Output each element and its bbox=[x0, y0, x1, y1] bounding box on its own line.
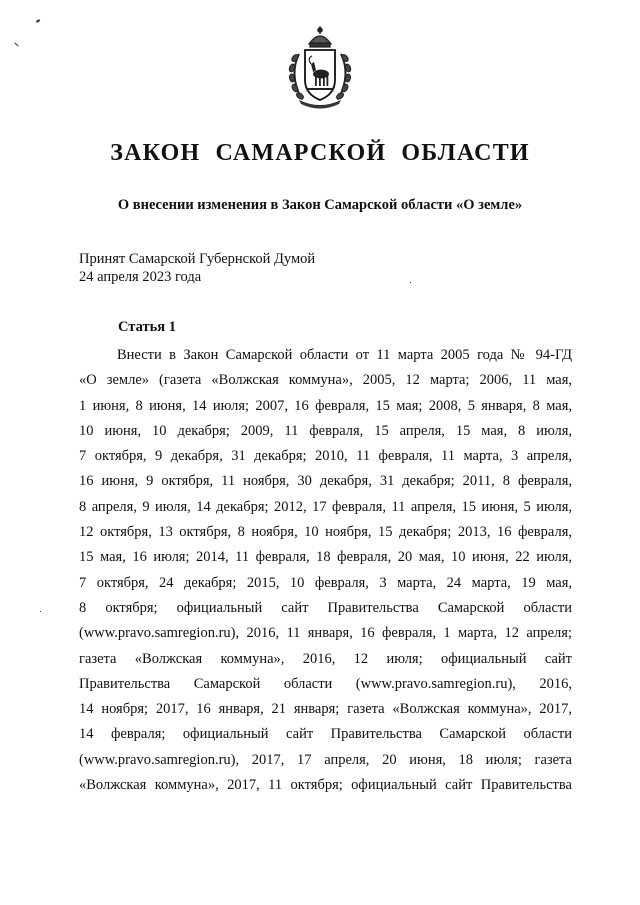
article-line: «Волжская коммуна», 2017, 11 октября; официальный сайт Правительства bbox=[79, 777, 572, 794]
document-title: ЗАКОН САМАРСКОЙ ОБЛАСТИ bbox=[110, 140, 530, 166]
article-line: 14 февраля; официальный сайт Правительства Самарской области bbox=[79, 726, 572, 743]
article-line: Внести в Закон Самарской области от 11 марта 2005 года № 94-ГД bbox=[117, 347, 572, 363]
article-line: 8 октября; официальный сайт Правительства Самарской области bbox=[79, 599, 572, 616]
scan-mark bbox=[410, 282, 411, 283]
adoption-line: Принят Самарской Губернской Думой bbox=[79, 251, 316, 267]
article-line: Правительства Самарской области (www.pravo.samregion.ru), 2016, bbox=[79, 675, 572, 692]
scan-mark bbox=[40, 611, 41, 612]
article-line: 15 мая, 16 июля; 2014, 11 февраля, 18 февраля, 20 мая, 10 июня, 22 июля, bbox=[79, 549, 572, 566]
coat-of-arms-emblem bbox=[285, 24, 355, 110]
adoption-block bbox=[79, 250, 315, 286]
scan-mark bbox=[36, 19, 40, 23]
article-line: 10 июня, 10 декабря; 2009, 11 февраля, 15 апреля, 15 мая, 8 июля, bbox=[79, 422, 572, 439]
scan-mark bbox=[14, 43, 18, 47]
article-heading: Статья 1 bbox=[118, 319, 176, 335]
article-line: (www.pravo.samregion.ru), 2017, 17 апреля, 20 июня, 18 июля; газета bbox=[79, 751, 572, 768]
adoption-date: 24 апреля 2023 года bbox=[79, 269, 202, 285]
article-line: (www.pravo.samregion.ru), 2016, 11 января, 16 февраля, 1 марта, 12 апреля; bbox=[79, 625, 572, 642]
article-line: 7 октября, 9 декабря, 31 декабря; 2010, 11 февраля, 11 марта, 3 апреля, bbox=[79, 448, 572, 465]
article-line: 7 октября, 24 декабря; 2015, 10 февраля, 3 марта, 24 марта, 19 мая, bbox=[79, 574, 572, 591]
article-line: 14 ноября; 2017, 16 января, 21 января; газета «Волжская коммуна», 2017, bbox=[79, 701, 572, 718]
article-line: 16 июня, 9 октября, 11 ноября, 30 декабря, 31 декабря; 2011, 8 февраля, bbox=[79, 473, 572, 490]
document-subtitle: О внесении изменения в Закон Самарской области «О земле» bbox=[117, 197, 523, 213]
article-line: 1 июня, 8 июня, 14 июля; 2007, 16 февраля, 15 мая; 2008, 5 января, 8 мая, bbox=[79, 397, 572, 414]
article-line: 12 октября, 13 октября, 8 ноября, 10 ноября, 15 декабря; 2013, 16 февраля, bbox=[79, 524, 572, 541]
article-line: газета «Волжская коммуна», 2016, 12 июля; официальный сайт bbox=[79, 650, 572, 667]
article-line: 8 апреля, 9 июля, 14 декабря; 2012, 17 февраля, 11 апреля, 15 июня, 5 июля, bbox=[79, 498, 572, 515]
article-body bbox=[79, 343, 572, 798]
article-line: «О земле» (газета «Волжская коммуна», 2005, 12 марта; 2006, 11 мая, bbox=[79, 372, 572, 389]
